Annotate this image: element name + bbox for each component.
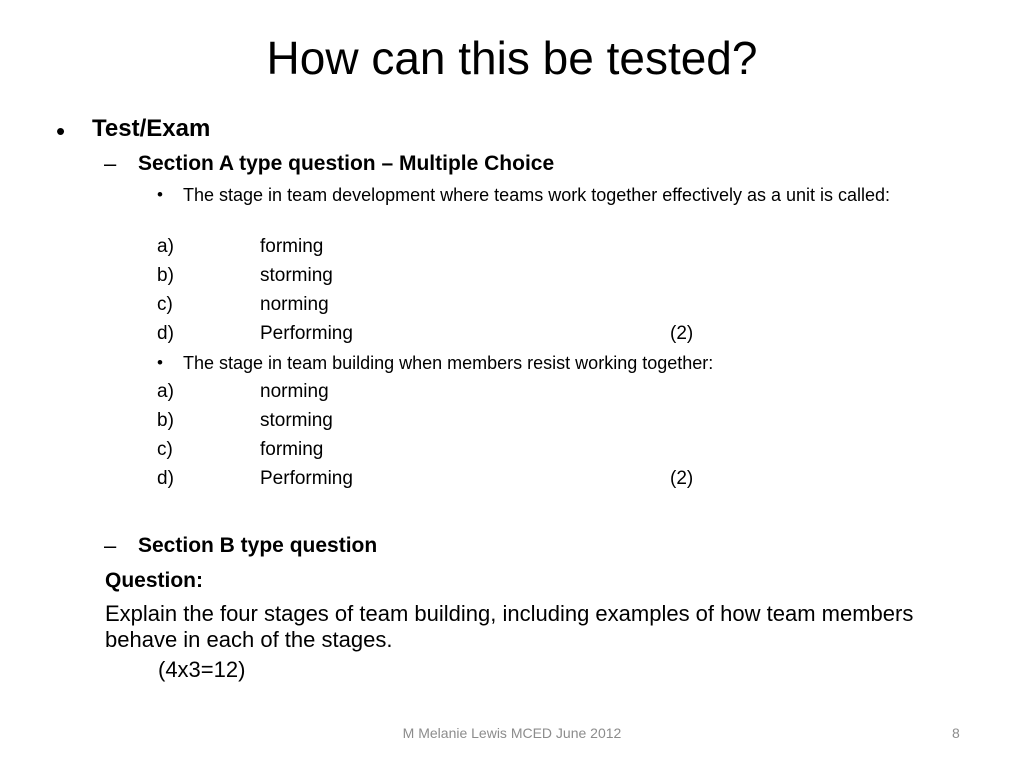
page-number: 8 [952,725,960,741]
section-a-heading: Section A type question – Multiple Choice [138,152,555,175]
dash-icon: – [104,151,117,176]
option-text: forming [260,236,324,257]
question-2-marks: (2) [670,468,694,489]
bullet-dot-icon: • [157,353,163,372]
option-letter: b) [157,265,174,286]
option-text: storming [260,410,333,431]
footer-text: M Melanie Lewis MCED June 2012 [402,725,622,741]
section-b-question-text: Explain the four stages of team building, including examples of how team members behave in each of the stages. [105,601,914,652]
option-letter: a) [157,381,174,402]
option-letter: b) [157,410,174,431]
option-letter: c) [157,439,173,460]
question-label: Question: [105,569,203,592]
section-b-marks: (4x3=12) [158,657,246,682]
option-letter: d) [157,468,174,489]
option-text: norming [260,381,329,402]
option-letter: d) [157,323,174,344]
section-b-heading: Section B type question [138,534,378,557]
main-bullet-text: Test/Exam [92,115,211,142]
option-letter: c) [157,294,173,315]
option-text: Performing [260,323,353,344]
question-1-text: The stage in team development where teams work together effectively as a unit is called: [183,185,891,205]
option-text: norming [260,294,329,315]
option-text: forming [260,439,324,460]
dash-icon: – [104,533,117,558]
question-2-text: The stage in team building when members resist working together: [183,353,714,373]
option-text: Performing [260,468,353,489]
option-text: storming [260,265,333,286]
bullet-dot-icon: • [56,116,66,146]
bullet-dot-icon: • [157,185,163,204]
slide-title: How can this be tested? [266,32,758,84]
option-letter: a) [157,236,174,257]
question-1-marks: (2) [670,323,694,344]
